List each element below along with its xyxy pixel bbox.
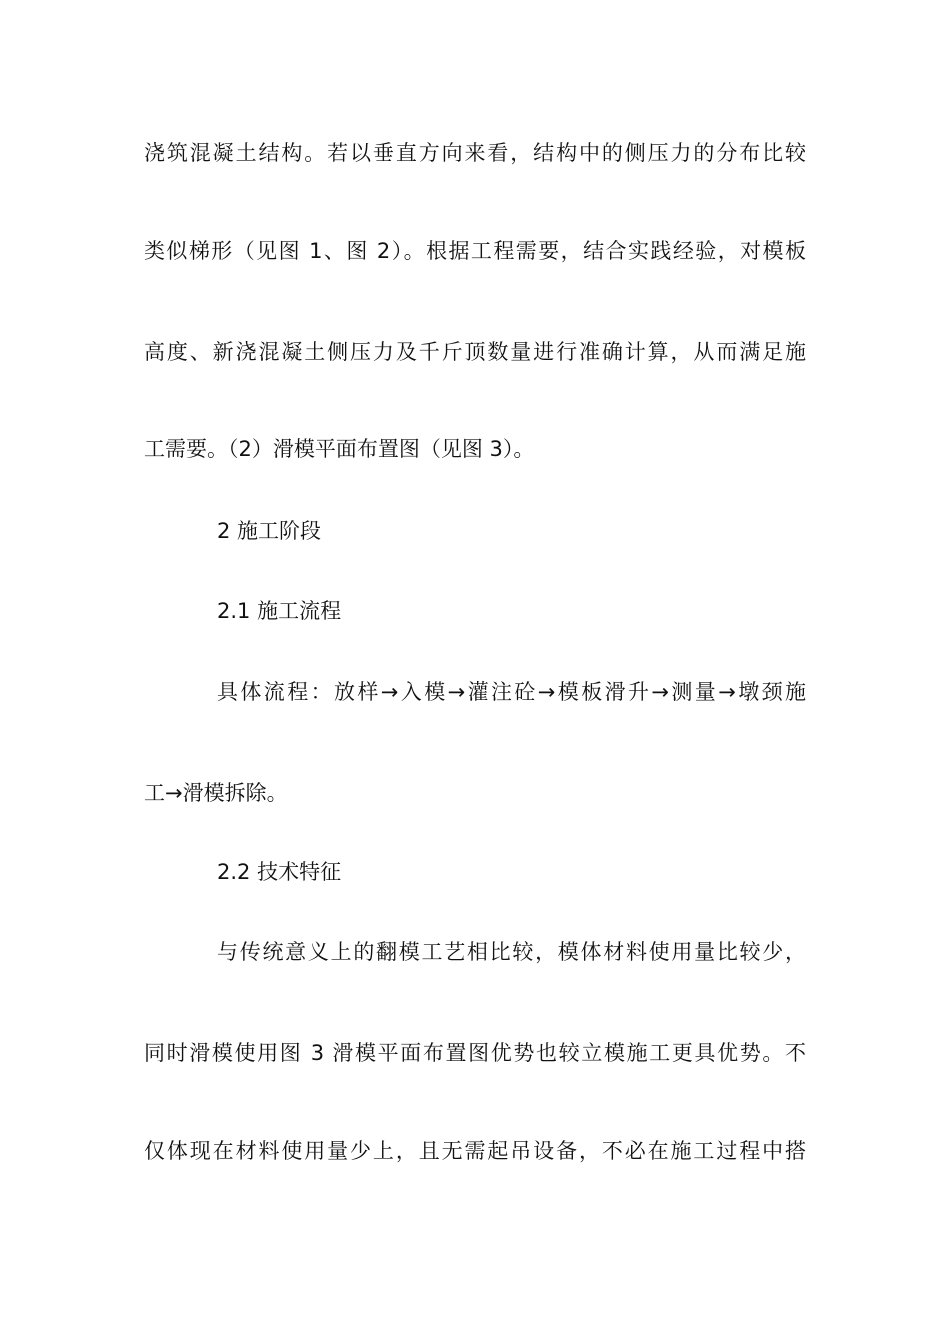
text-line: 与传统意义上的翻模工艺相比较，模体材料使用量比较少， (217, 940, 806, 964)
subsection-heading: 2.1 施工流程 (217, 599, 342, 623)
text-line: 工→滑模拆除。 (144, 781, 288, 805)
text-line: 同时滑模使用图 3 滑模平面布置图优势也较立模施工更具优势。不 (144, 1041, 806, 1065)
section-heading: 2 施工阶段 (217, 519, 322, 543)
text-line: 浇筑混凝土结构。若以垂直方向来看，结构中的侧压力的分布比较 (144, 141, 806, 165)
subsection-heading: 2.2 技术特征 (217, 860, 342, 884)
text-line: 具体流程：放样→入模→灌注砼→模板滑升→测量→墩颈施 (217, 680, 806, 704)
text-line: 类似梯形（见图 1、图 2）。根据工程需要，结合实践经验，对模板 (144, 239, 806, 263)
text-line: 高度、新浇混凝土侧压力及千斤顶数量进行准确计算，从而满足施 (144, 340, 806, 364)
text-line: 仅体现在材料使用量少上，且无需起吊设备，不必在施工过程中搭 (144, 1139, 806, 1163)
text-line: 工需要。（2）滑模平面布置图（见图 3）。 (144, 437, 535, 461)
